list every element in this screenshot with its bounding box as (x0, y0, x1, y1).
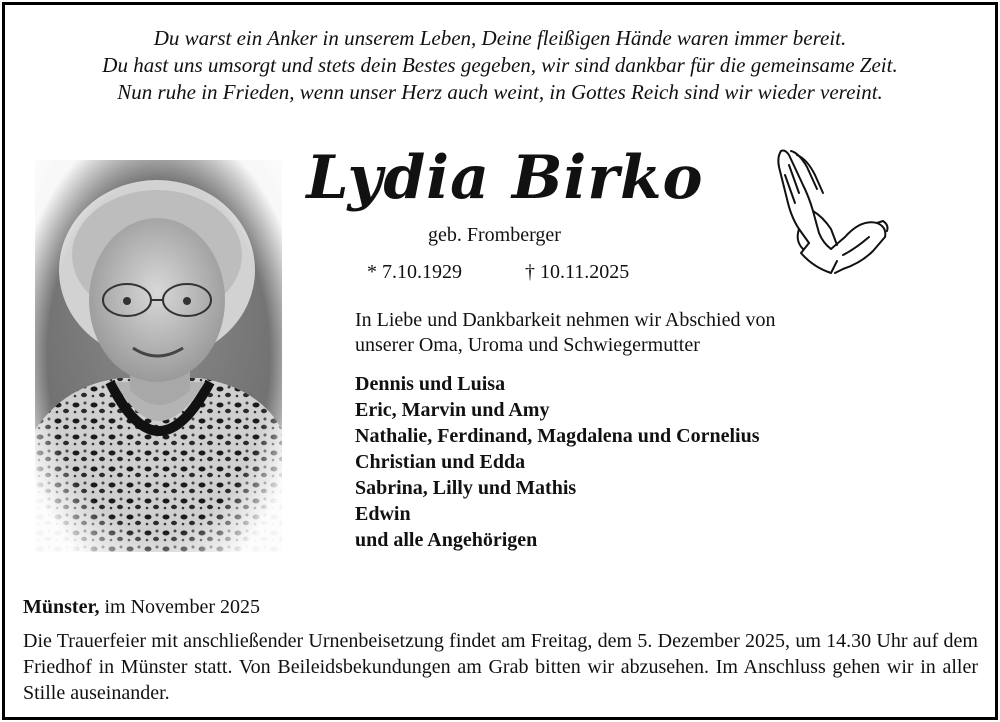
poem-line: Nun ruhe in Frieden, wenn unser Herz auch weint, in Gottes Reich sind wir wieder vereint. (117, 80, 883, 104)
memorial-poem (5, 25, 995, 106)
intro-line: In Liebe und Dankbarkeit nehmen wir Abschied von (355, 309, 776, 331)
portrait-photo (35, 160, 282, 552)
obituary-notice (2, 2, 998, 720)
mourner-line: Nathalie, Ferdinand, Magdalena und Cornelius (355, 425, 760, 447)
death-date: † 10.11.2025 (525, 261, 630, 283)
deceased-name: Lydia Birko (306, 143, 704, 213)
mourner-line: Christian und Edda (355, 451, 526, 473)
farewell-intro (355, 308, 775, 358)
mourners-list (355, 371, 760, 553)
funeral-notice: Die Trauerfeier mit anschließender Urnenbeisetzung findet am Freitag, dem 5. Dezember 2025, um 14.30 Uhr auf dem Friedhof in Münster statt. Von Beileidsbekundungen am Grab bitten wir abzusehen. Im Anschluss gehen wir in aller Stille auseinander. (23, 630, 978, 704)
poem-line: Du warst ein Anker in unserem Leben, Deine fleißigen Hände waren immer bereit. (153, 26, 847, 50)
intro-line: unserer Oma, Uroma und Schwiegermutter (355, 334, 700, 356)
notice-date: im November 2025 (99, 596, 261, 618)
place-city: Münster, (23, 596, 100, 618)
birth-date: * 7.10.1929 (367, 261, 462, 283)
mourner-line: Eric, Marvin und Amy (355, 399, 550, 421)
mourner-line: und alle Angehörigen (355, 529, 538, 551)
mourner-line: Dennis und Luisa (355, 373, 506, 395)
mourner-line: Edwin (355, 503, 411, 525)
place-and-date (23, 596, 260, 619)
praying-hands-icon (773, 145, 891, 280)
poem-line: Du hast uns umsorgt und stets dein Bestes gegeben, wir sind dankbar für die gemeinsame Zeit. (102, 53, 898, 77)
maiden-name: geb. Fromberger (428, 224, 561, 246)
mourner-line: Sabrina, Lilly und Mathis (355, 477, 577, 499)
